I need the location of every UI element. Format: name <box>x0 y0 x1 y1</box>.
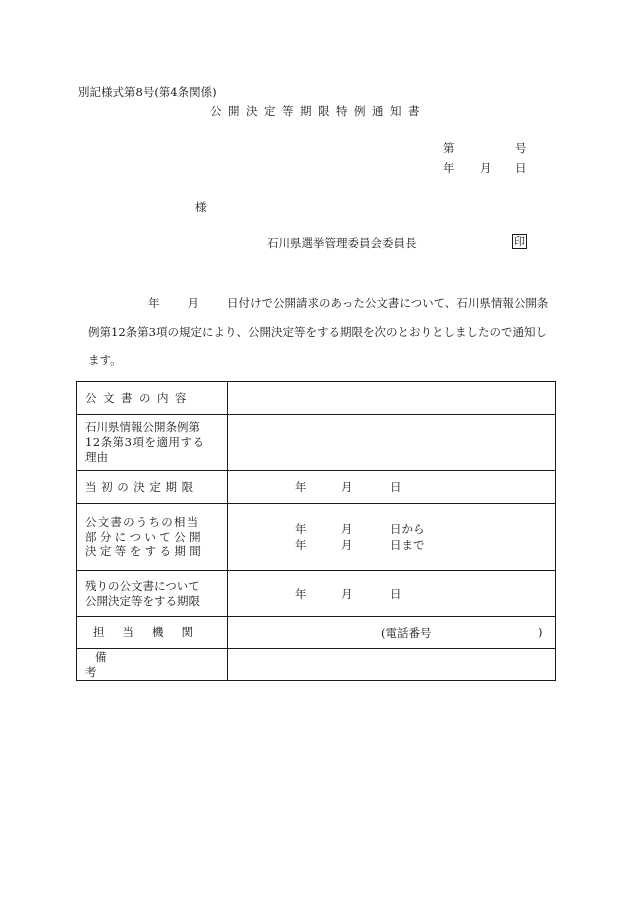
table-row <box>77 617 556 649</box>
initial-deadline-month: 月 <box>341 480 353 494</box>
partial-period-label-line-1: 公文書のうちの相当 <box>85 514 200 529</box>
reason-label-line-1: 石川県情報公開条例第 <box>85 420 200 435</box>
body-line-1-text: 日付けで公開請求のあった公文書について、石川県情報公開条 <box>227 296 549 310</box>
remaining-deadline-value <box>228 571 556 617</box>
period-to-month: 月 <box>341 538 353 552</box>
row-document-content-label <box>77 382 228 415</box>
period-from-month: 月 <box>341 522 353 536</box>
row-department-label <box>77 617 228 649</box>
remaining-deadline-label-line-2: 公開決定等をする期限 <box>85 593 200 608</box>
row-reason-label <box>77 415 228 471</box>
issue-date-year: 年 <box>443 161 455 175</box>
label-text: 担当機関 <box>93 625 211 640</box>
phone-number-label: (電話番号 <box>381 625 432 640</box>
remarks-value <box>228 649 556 681</box>
document-number-suffix: 号 <box>515 141 527 155</box>
period-from-year: 年 <box>295 522 307 536</box>
seal-stamp: 印 <box>514 235 525 248</box>
partial-period-label-line-3: 決定等をする期間 <box>85 544 205 559</box>
row-remarks-label <box>77 649 228 681</box>
body-line-1 <box>78 297 548 326</box>
phone-number-close: ) <box>538 624 543 639</box>
body-month: 月 <box>187 296 199 310</box>
row-partial-period-label <box>77 504 228 571</box>
period-to-year: 年 <box>295 538 307 552</box>
form-number: 別記様式第8号(第4条関係) <box>78 85 217 99</box>
reason-value <box>228 415 556 471</box>
body-year: 年 <box>148 296 160 310</box>
remaining-deadline-day: 日 <box>390 586 402 601</box>
info-table <box>76 381 556 681</box>
partial-period-value <box>228 504 556 571</box>
label-text: 備考 <box>85 649 195 679</box>
reason-label-line-2: 12条第3項を適用する <box>85 435 205 450</box>
remaining-deadline-month: 月 <box>341 586 353 601</box>
label-text: 当初の決定期限 <box>85 479 198 494</box>
label-text: 公文書の内容 <box>85 390 193 405</box>
remaining-deadline-date <box>228 586 555 602</box>
initial-deadline-date <box>228 479 555 495</box>
period-to-day: 日まで <box>390 538 425 552</box>
partial-period-to <box>228 537 555 553</box>
partial-period-from <box>228 521 555 537</box>
initial-deadline-day: 日 <box>390 480 402 494</box>
table-row <box>77 504 556 571</box>
document-content-label-text <box>85 391 219 406</box>
remaining-deadline-label-line-1: 残りの公文書について <box>85 578 200 593</box>
table-row <box>77 571 556 617</box>
body-line-2: 例第12条第3項の規定により、公開決定等をする期限を次のとおりとしましたので通知し <box>88 324 547 339</box>
addressee-honorific: 様 <box>195 200 207 214</box>
table-row <box>77 415 556 471</box>
issue-date-day: 日 <box>515 161 527 175</box>
department-value <box>228 617 556 649</box>
row-initial-deadline-label <box>77 471 228 504</box>
table-row <box>77 649 556 681</box>
document-number-label: 第 <box>443 141 455 155</box>
partial-period-label-line-2: 部分について公開 <box>85 529 204 544</box>
period-from-day: 日から <box>390 522 425 536</box>
issue-date-month: 月 <box>480 161 492 175</box>
body-line-3: ます。 <box>88 353 122 367</box>
table-row <box>77 382 556 415</box>
initial-deadline-year: 年 <box>295 480 307 494</box>
initial-deadline-value <box>228 471 556 504</box>
department-phone <box>228 625 555 641</box>
row-remaining-deadline-label <box>77 571 228 617</box>
table-row <box>77 471 556 504</box>
notice-body <box>78 297 548 383</box>
reason-label-line-3: 理由 <box>85 449 108 464</box>
remaining-deadline-year: 年 <box>295 586 307 601</box>
document-title: 公開決定等期限特例通知書 <box>210 104 426 118</box>
sender-name: 石川県選挙管理委員会委員長 <box>267 236 417 250</box>
document-content-value <box>228 382 556 415</box>
